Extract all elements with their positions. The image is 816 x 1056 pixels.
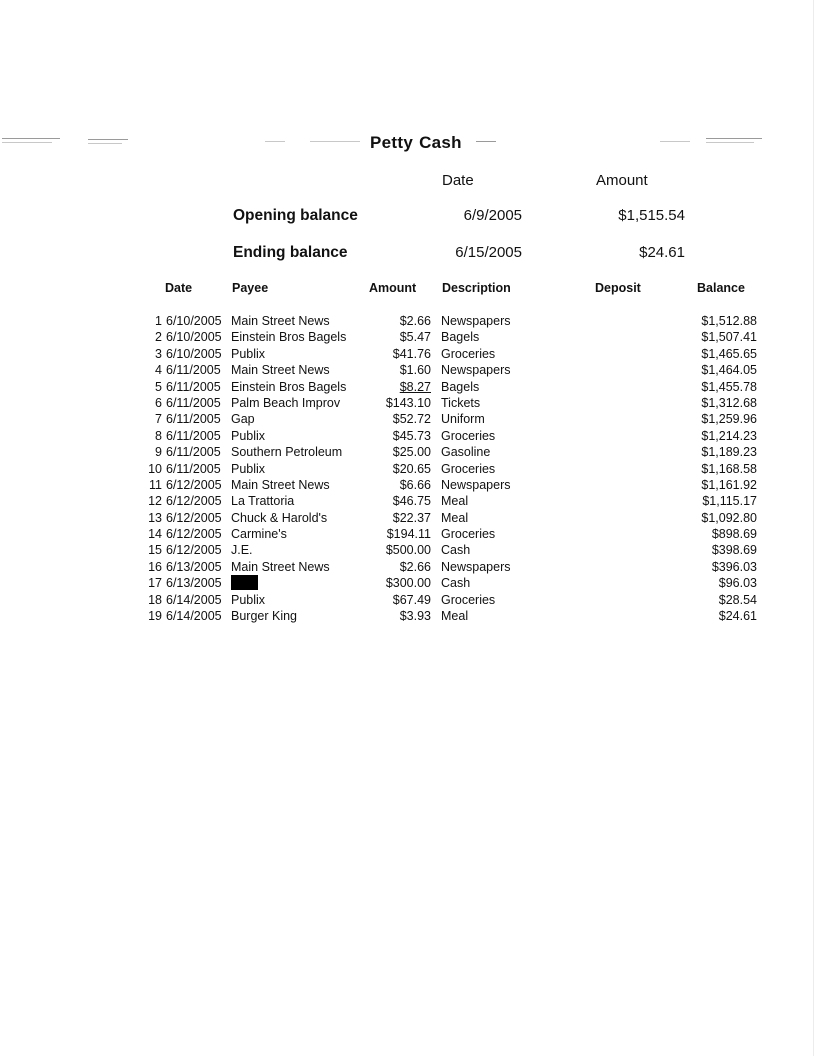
column-header-balance: Balance xyxy=(697,281,745,295)
row-amount: $500.00 xyxy=(385,543,431,558)
row-payee: Southern Petroleum xyxy=(231,445,343,460)
table-row xyxy=(0,461,816,477)
table-row xyxy=(0,526,816,542)
row-balance: $1,168.58 xyxy=(701,461,757,476)
row-amount: $8.27 xyxy=(399,379,431,394)
row-payee: Carmine's xyxy=(231,527,287,542)
row-payee: Chuck & Harold's xyxy=(231,510,328,525)
row-number: 6 xyxy=(155,395,162,410)
row-balance: $1,465.65 xyxy=(701,346,757,361)
table-row xyxy=(0,395,816,411)
row-balance: $1,115.17 xyxy=(702,494,757,509)
row-amount: $46.75 xyxy=(392,494,431,509)
row-number: 17 xyxy=(148,576,162,591)
table-row xyxy=(0,559,816,575)
row-balance: $1,214.23 xyxy=(701,428,757,443)
row-description: Newspapers xyxy=(441,477,511,492)
row-date: 6/13/2005 xyxy=(166,559,222,574)
row-payee: Publix xyxy=(231,461,266,476)
scan-artifact xyxy=(2,138,60,139)
row-amount: $2.66 xyxy=(399,314,431,328)
column-header-payee: Payee xyxy=(232,281,269,295)
row-balance: $1,507.41 xyxy=(701,330,757,345)
row-description: Newspapers xyxy=(441,314,511,328)
page-title xyxy=(370,133,462,153)
row-date: 6/11/2005 xyxy=(166,445,221,460)
row-payee: J.E. xyxy=(231,543,253,558)
row-amount: $6.66 xyxy=(399,477,431,492)
row-date: 6/12/2005 xyxy=(166,543,222,558)
opening-balance-label: Opening balance xyxy=(233,207,358,224)
row-description: Groceries xyxy=(441,346,496,361)
row-amount: $20.65 xyxy=(392,461,431,476)
row-number: 7 xyxy=(155,412,162,427)
row-description: Uniform xyxy=(441,412,485,427)
row-payee: Palm Beach Improv xyxy=(231,395,341,410)
row-number: 13 xyxy=(148,510,162,525)
row-date: 6/12/2005 xyxy=(166,510,222,525)
row-description: Newspapers xyxy=(441,363,511,378)
table-row xyxy=(0,428,816,444)
row-balance: $1,189.23 xyxy=(701,445,757,460)
row-balance: $398.69 xyxy=(711,543,757,558)
row-payee: Burger King xyxy=(231,609,298,624)
row-description: Cash xyxy=(441,543,471,558)
row-payee: Publix xyxy=(231,592,266,607)
ending-balance-amount: $24.61 xyxy=(639,244,685,261)
row-amount: $45.73 xyxy=(392,428,431,443)
row-date: 6/11/2005 xyxy=(166,363,221,378)
row-payee: La Trattoria xyxy=(231,494,295,509)
row-payee: Gap xyxy=(231,412,255,427)
row-number: 12 xyxy=(148,494,162,509)
scan-artifact xyxy=(706,142,754,143)
table-row xyxy=(0,346,816,362)
row-number: 3 xyxy=(155,346,162,361)
row-date: 6/10/2005 xyxy=(166,346,222,361)
row-balance: $1,312.68 xyxy=(701,395,757,410)
row-balance: $28.54 xyxy=(718,592,757,607)
table-row xyxy=(0,379,816,395)
row-number: 8 xyxy=(155,428,162,443)
ending-balance-label: Ending balance xyxy=(233,244,348,261)
row-number: 9 xyxy=(155,445,162,460)
row-balance: $1,455.78 xyxy=(701,379,757,394)
row-number: 2 xyxy=(155,330,162,345)
row-description: Groceries xyxy=(441,461,496,476)
row-amount: $22.37 xyxy=(392,510,431,525)
row-payee: Einstein Bros Bagels xyxy=(231,379,347,394)
row-amount: $3.93 xyxy=(399,609,431,624)
row-payee: Main Street News xyxy=(231,363,330,378)
column-header-date: Date xyxy=(165,281,193,295)
row-date: 6/12/2005 xyxy=(166,494,222,509)
row-number: 16 xyxy=(148,559,162,574)
row-amount: $41.76 xyxy=(392,346,431,361)
row-date: 6/12/2005 xyxy=(166,527,222,542)
table-row xyxy=(0,329,816,345)
redaction-block xyxy=(231,575,258,590)
summary-date-header: Date xyxy=(442,172,474,189)
row-balance: $1,092.80 xyxy=(701,510,757,525)
scan-artifact xyxy=(706,138,762,139)
row-number: 19 xyxy=(148,609,162,624)
scan-artifact xyxy=(88,139,128,140)
row-description: Bagels xyxy=(441,379,480,394)
row-balance: $1,259.96 xyxy=(701,412,757,427)
row-description: Meal xyxy=(441,609,469,624)
row-number: 1 xyxy=(155,314,162,328)
row-amount: $300.00 xyxy=(385,576,431,591)
table-row xyxy=(0,313,816,329)
table-row xyxy=(0,608,816,624)
row-date: 6/10/2005 xyxy=(166,314,222,328)
row-amount: $194.11 xyxy=(386,527,431,542)
column-header-description: Description xyxy=(442,281,511,295)
table-row xyxy=(0,362,816,378)
table-row xyxy=(0,493,816,509)
row-payee: Main Street News xyxy=(231,314,330,328)
scan-artifact xyxy=(660,141,690,142)
table-row xyxy=(0,477,816,493)
table-row xyxy=(0,575,816,591)
row-date: 6/11/2005 xyxy=(166,428,221,443)
row-date: 6/11/2005 xyxy=(166,379,221,394)
row-balance: $898.69 xyxy=(711,527,757,542)
table-row xyxy=(0,542,816,558)
title-word-2: Cash xyxy=(419,133,462,152)
row-date: 6/11/2005 xyxy=(166,461,221,476)
row-date: 6/12/2005 xyxy=(166,477,222,492)
summary-amount-header: Amount xyxy=(596,172,648,189)
row-payee: Publix xyxy=(231,428,266,443)
row-description: Cash xyxy=(441,576,471,591)
row-number: 11 xyxy=(149,477,162,492)
opening-balance-date: 6/9/2005 xyxy=(463,207,522,224)
row-description: Groceries xyxy=(441,592,496,607)
row-balance: $1,464.05 xyxy=(701,363,757,378)
ledger-table xyxy=(0,313,816,624)
row-balance: $396.03 xyxy=(711,559,757,574)
row-date: 6/11/2005 xyxy=(166,412,221,427)
row-balance: $1,512.88 xyxy=(701,314,757,328)
scan-artifact xyxy=(265,141,285,142)
row-number: 10 xyxy=(148,461,162,476)
scan-artifact xyxy=(476,141,496,142)
scan-artifact xyxy=(310,141,360,142)
row-description: Meal xyxy=(441,510,469,525)
table-row xyxy=(0,510,816,526)
row-date: 6/14/2005 xyxy=(166,592,222,607)
scan-artifact xyxy=(2,142,52,143)
row-amount: $67.49 xyxy=(392,592,431,607)
table-row xyxy=(0,411,816,427)
row-payee: Main Street News xyxy=(231,477,330,492)
row-description: Bagels xyxy=(441,330,480,345)
ending-balance-date: 6/15/2005 xyxy=(455,244,522,261)
row-balance: $24.61 xyxy=(718,609,757,624)
row-number: 4 xyxy=(155,363,162,378)
scan-artifact xyxy=(88,143,122,144)
table-row xyxy=(0,592,816,608)
row-date: 6/11/2005 xyxy=(166,395,221,410)
row-amount: $5.47 xyxy=(399,330,431,345)
row-balance: $1,161.92 xyxy=(701,477,757,492)
title-word-1: Petty xyxy=(370,133,414,152)
column-header-amount: Amount xyxy=(369,281,417,295)
opening-balance-amount: $1,515.54 xyxy=(618,207,685,224)
row-description: Groceries xyxy=(441,527,496,542)
row-payee: Publix xyxy=(231,346,266,361)
row-number: 18 xyxy=(148,592,162,607)
row-amount: $25.00 xyxy=(392,445,431,460)
row-balance: $96.03 xyxy=(718,576,757,591)
table-row xyxy=(0,444,816,460)
row-number: 14 xyxy=(148,527,162,542)
row-date: 6/10/2005 xyxy=(166,330,222,345)
row-amount: $143.10 xyxy=(385,395,431,410)
row-number: 5 xyxy=(155,379,162,394)
row-payee: Main Street News xyxy=(231,559,330,574)
row-date: 6/14/2005 xyxy=(166,609,222,624)
row-description: Tickets xyxy=(441,395,481,410)
row-description: Newspapers xyxy=(441,559,511,574)
row-amount: $2.66 xyxy=(399,559,431,574)
row-description: Gasoline xyxy=(441,445,491,460)
column-header-deposit: Deposit xyxy=(595,281,641,295)
row-payee: Einstein Bros Bagels xyxy=(231,330,347,345)
row-description: Groceries xyxy=(441,428,496,443)
row-description: Meal xyxy=(441,494,469,509)
row-amount: $1.60 xyxy=(399,363,431,378)
row-amount: $52.72 xyxy=(392,412,431,427)
row-number: 15 xyxy=(148,543,162,558)
row-date: 6/13/2005 xyxy=(166,576,222,591)
